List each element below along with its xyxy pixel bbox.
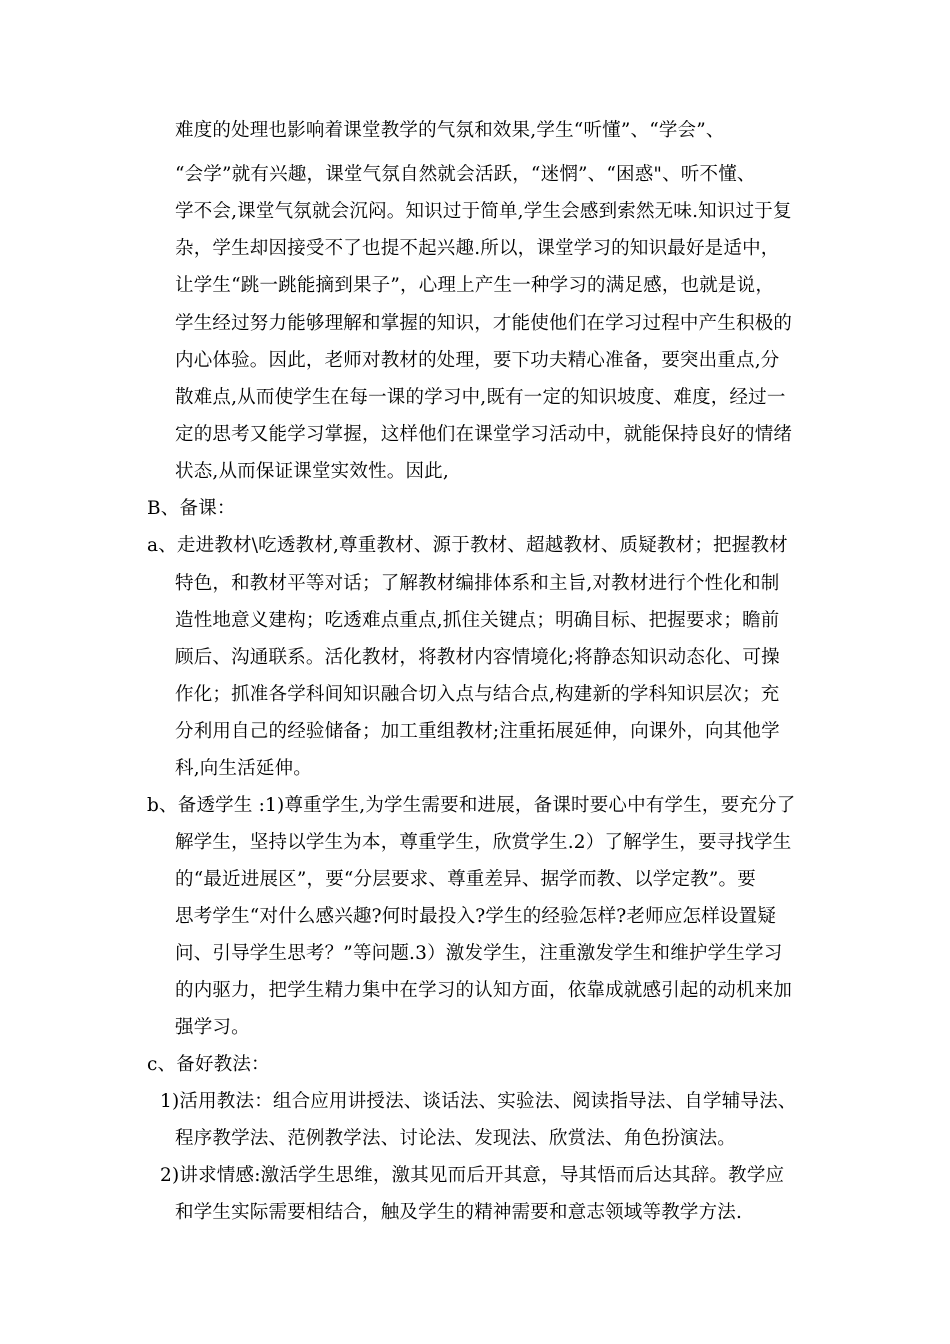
paragraph-line: 杂，学生却因接受不了也提不起兴趣.所以，课堂学习的知识最好是适中， bbox=[175, 238, 780, 259]
paragraph-line: 散难点,从而使学生在每一课的学习中,既有一定的知识坡度、难度，经过一 bbox=[175, 387, 786, 408]
list-item-line: 问、引导学生思考？”等问题.3）激发学生，注重激发学生和维护学生学习 bbox=[175, 943, 783, 964]
list-item-line: 的内驱力，把学生精力集中在学习的认知方面，依靠成就感引起的动机来加 bbox=[175, 980, 793, 1001]
list-item-line: b、备透学生 :1)尊重学生,为学生需要和进展，备课时要心中有学生，要充分了 bbox=[147, 795, 796, 816]
sub-item-line: 和学生实际需要相结合，触及学生的精神需要和意志领域等教学方法. bbox=[175, 1202, 743, 1223]
list-item-line: a、走进教材\吃透教材,尊重教材、源于教材、超越教材、质疑教材；把握教材 bbox=[147, 535, 788, 556]
paragraph-line: 学不会,课堂气氛就会沉闷。知识过于简单,学生会感到索然无味.知识过于复 bbox=[175, 201, 792, 222]
paragraph-line: 状态,从而保证课堂实效性。因此, bbox=[175, 461, 449, 482]
list-item-heading: c、备好教法： bbox=[147, 1054, 270, 1075]
paragraph-line: 定的思考又能学习掌握，这样他们在课堂学习活动中，就能保持良好的情绪 bbox=[175, 424, 793, 445]
list-item-line: 解学生，坚持以学生为本，尊重学生，欣赏学生.2）了解学生，要寻找学生 bbox=[175, 832, 792, 853]
list-item-line: 思考学生“对什么感兴趣?何时最投入?学生的经验怎样?老师应怎样设置疑 bbox=[175, 906, 777, 927]
list-item-line: 的“最近进展区”，要“分层要求、尊重差异、据学而教、以学定教”。要 bbox=[175, 869, 756, 890]
list-item-line: 分利用自己的经验储备；加工重组教材;注重拓展延伸，向课外，向其他学 bbox=[175, 721, 780, 742]
paragraph-line: 难度的处理也影响着课堂教学的气氛和效果,学生“听懂”、“学会”、 bbox=[175, 120, 725, 141]
list-item-line: 作化；抓准各学科间知识融合切入点与结合点,构建新的学科知识层次；充 bbox=[175, 684, 780, 705]
list-item-line: 特色，和教材平等对话；了解教材编排体系和主旨,对教材进行个性化和制 bbox=[175, 573, 780, 594]
list-item-line: 造性地意义建构；吃透难点重点,抓住关键点；明确目标、把握要求；瞻前 bbox=[175, 610, 780, 631]
paragraph-line: 内心体验。因此，老师对教材的处理，要下功夫精心准备，要突出重点,分 bbox=[175, 350, 780, 371]
section-heading: B、备课： bbox=[147, 498, 236, 519]
list-item-line: 强学习。 bbox=[175, 1017, 250, 1038]
paragraph-line: “会学”就有兴趣，课堂气氛自然就会活跃，“迷惘”、“困惑"、听不懂、 bbox=[175, 164, 756, 185]
sub-item-line: 程序教学法、范例教学法、讨论法、发现法、欣赏法、角色扮演法。 bbox=[175, 1128, 737, 1149]
list-item-line: 顾后、沟通联系。活化教材，将教材内容情境化;将静态知识动态化、可操 bbox=[175, 647, 780, 668]
paragraph-line: 让学生“跳一跳能摘到果子”，心理上产生一种学习的满足感，也就是说， bbox=[175, 275, 775, 296]
paragraph-line: 学生经过努力能够理解和掌握的知识，才能使他们在学习过程中产生积极的 bbox=[175, 313, 793, 334]
sub-item-line: 2)讲求情感:激活学生思维，激其见而后开其意，导其悟而后达其辞。教学应 bbox=[160, 1165, 785, 1186]
sub-item-line: 1)活用教法：组合应用讲授法、谈话法、实验法、阅读指导法、自学辅导法、 bbox=[160, 1091, 797, 1112]
list-item-line: 科,向生活延伸。 bbox=[175, 758, 312, 779]
